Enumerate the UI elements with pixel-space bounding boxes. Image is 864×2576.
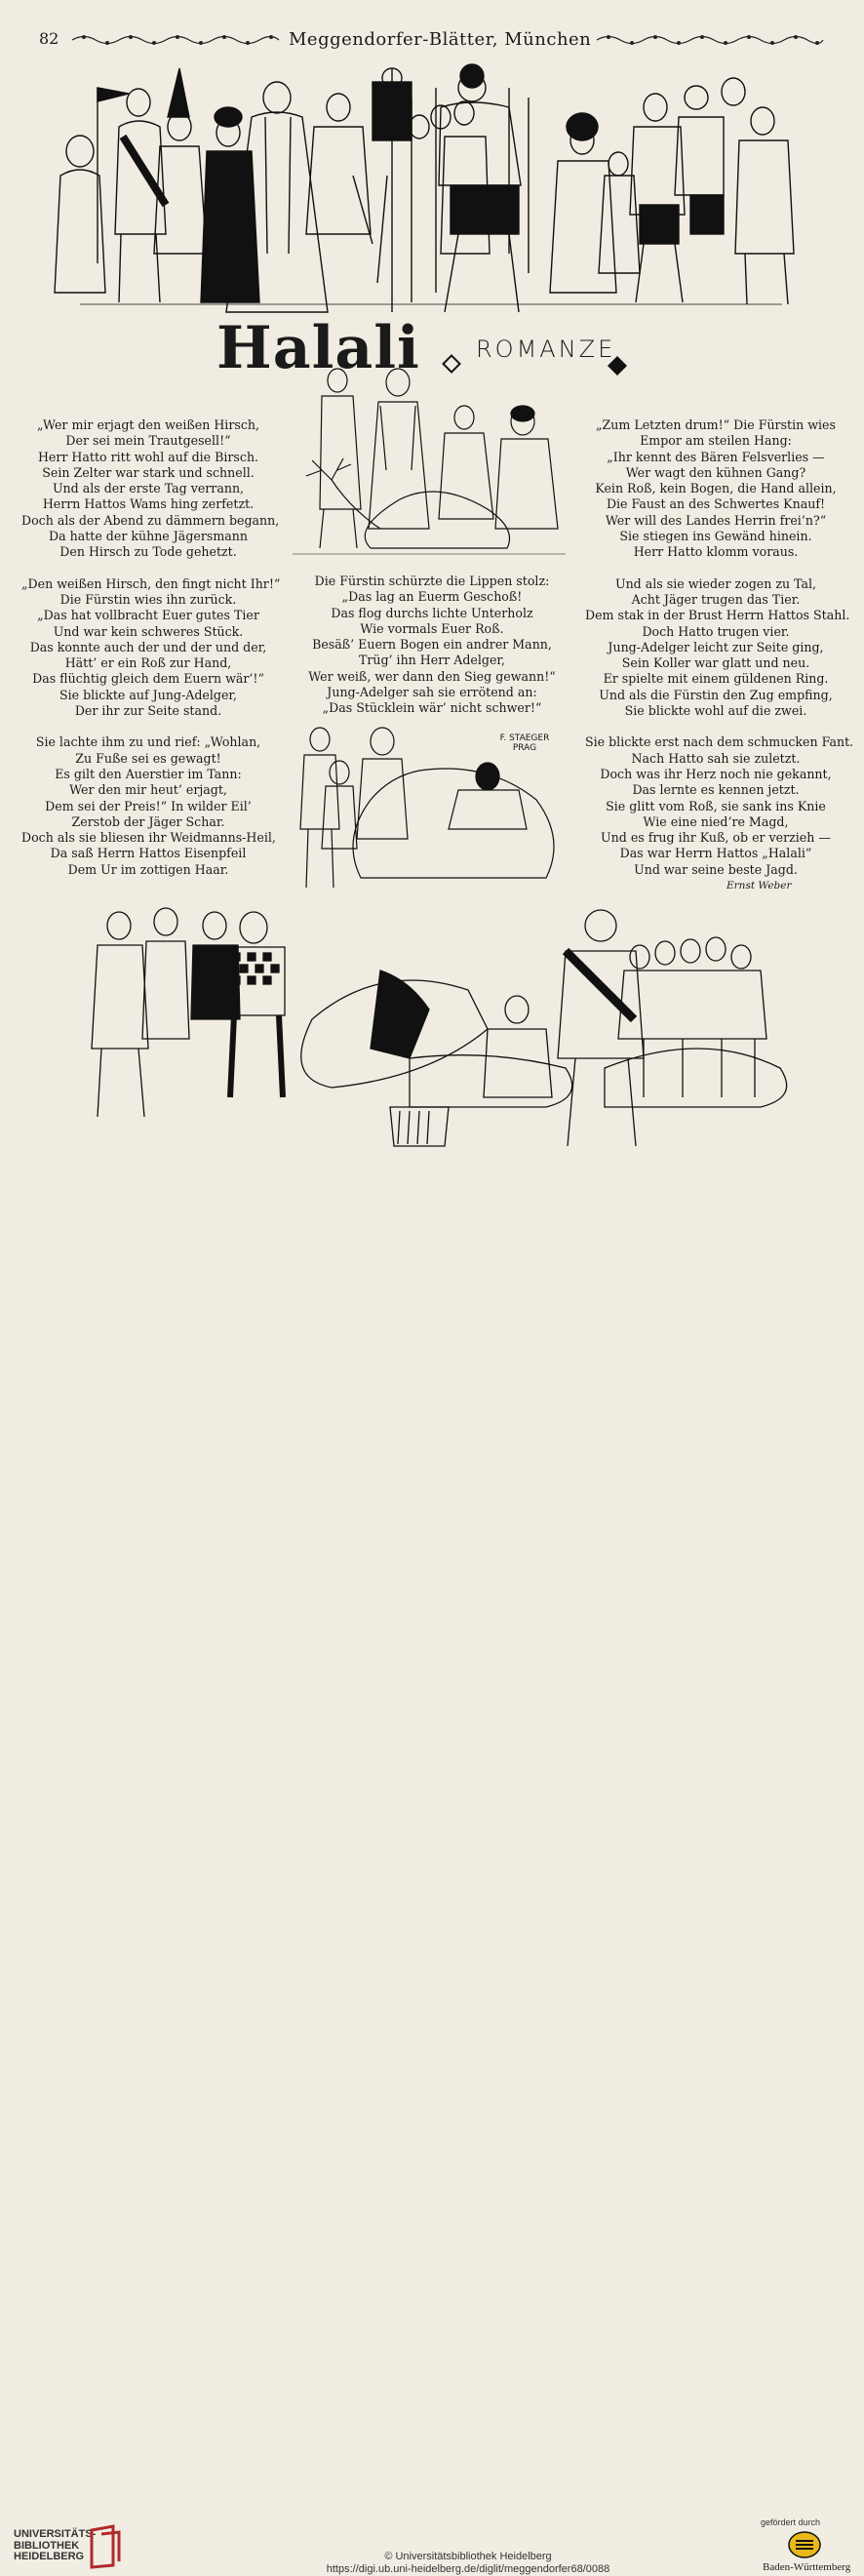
verse-line: Sie stiegen ins Gewänd hinein. xyxy=(619,529,812,544)
magazine-title: Meggendorfer-Blätter, München xyxy=(289,29,592,50)
verse-line: Wer den mir heut’ erjagt, xyxy=(69,782,227,798)
verse-line: Sie blickte auf Jung-Adelger, xyxy=(59,687,238,702)
verse-line: Das flog durchs lichte Unterholz xyxy=(331,605,533,620)
library-line: UNIVERSITÄTS- xyxy=(14,2528,97,2540)
funder-name: Baden-Württemberg xyxy=(763,2561,851,2573)
verse-line: Sein Koller war glatt und neu. xyxy=(621,655,810,671)
verse-line: „Das lag an Euerm Geschoß! xyxy=(341,589,523,605)
stanza xyxy=(21,734,275,878)
verse-line: Und als der erste Tag verrann, xyxy=(52,481,245,496)
verse-line: Die Fürstin schürzte die Lippen stolz: xyxy=(314,574,550,588)
verse-line: „Wer mir erjagt den weißen Hirsch, xyxy=(36,417,259,432)
verse-line: „Das Stücklein wär’ nicht schwer!“ xyxy=(322,700,542,716)
verse-line: „Das hat vollbracht Euer gutes Tier xyxy=(37,608,259,623)
verse-line: Trüg’ ihn Herr Adelger, xyxy=(358,653,506,668)
verse-line: Wer will des Landes Herrin frei’n?“ xyxy=(605,512,827,528)
library-line: HEIDELBERG xyxy=(14,2551,85,2562)
verse-line: Herr Hatto ritt wohl auf die Birsch. xyxy=(37,449,259,464)
stanza xyxy=(585,734,854,878)
ornament-right xyxy=(595,33,825,47)
poem-subtitle: ROMANZE xyxy=(476,336,616,363)
poem-title: Halali xyxy=(216,314,420,382)
bottom-scene-illustration xyxy=(59,902,819,1175)
library-logo-icon xyxy=(88,2524,123,2569)
verse-line: Das konnte auch der und der und der, xyxy=(29,639,267,654)
verse-line: Dem stak in der Brust Herrn Hattos Stahl. xyxy=(585,608,850,623)
verse-line: Zerstob der Jäger Schar. xyxy=(71,813,225,829)
verse-line: Und war seine beste Jagd. xyxy=(634,861,798,877)
verse-line: Jung-Adelger leicht zur Seite ging, xyxy=(608,639,824,654)
verse-line: Das war Herrn Hattos „Halali“ xyxy=(619,846,812,861)
funding-label: gefördert durch xyxy=(761,2517,821,2527)
library-line: BIBLIOTHEK xyxy=(14,2539,80,2552)
verse-line: Sie blickte erst nach dem schmucken Fant. xyxy=(585,734,854,750)
verse-line: Und es frug ihr Kuß, ob er verzieh — xyxy=(601,830,831,846)
verse-line: Doch Hatto trugen vier. xyxy=(642,623,790,639)
verse-line: „Den weißen Hirsch, den fingt nicht Ihr!“ xyxy=(21,575,281,591)
copyright-line: © Universitätsbibliothek Heidelberg xyxy=(384,2551,552,2562)
poem-column-right xyxy=(585,417,854,893)
stanza xyxy=(585,417,846,561)
verse-line: Der sei mein Trautgesell!“ xyxy=(65,433,231,449)
verse-line: Jung-Adelger sah sie errötend an: xyxy=(327,685,537,700)
verse-line: Kein Roß, kein Bogen, die Hand allein, xyxy=(595,481,837,496)
poem-column-left xyxy=(21,417,281,893)
verse-line: Das lernte es kennen jetzt. xyxy=(632,782,800,798)
verse-line: Doch als der Abend zu dämmern begann, xyxy=(21,512,280,528)
verse-line: Doch als sie bliesen ihr Weidmanns-Heil, xyxy=(21,830,276,846)
ornament-left xyxy=(70,33,281,47)
verse-line: Empor am steilen Hang: xyxy=(640,433,792,449)
verse-line: „Zum Letzten drum!“ Die Fürstin wies xyxy=(596,417,836,432)
verse-line: Das flüchtig gleich dem Euern wär’!“ xyxy=(32,671,264,687)
verse-line: Wer wagt den kühnen Gang? xyxy=(625,464,806,480)
verse-line: Sein Zelter war stark und schnell. xyxy=(42,464,255,480)
verse-line: Nach Hatto sah sie zuletzt. xyxy=(631,750,801,766)
verse-line: Und als sie wieder zogen zu Tal, xyxy=(614,575,817,591)
page-number: 82 xyxy=(39,29,59,48)
verse-line: Sie blickte wohl auf die zwei. xyxy=(624,703,807,719)
verse-line: Es gilt den Auerstier im Tann: xyxy=(55,766,242,781)
library-name xyxy=(14,2529,96,2563)
verse-line: Da hatte der kühne Jägersmann xyxy=(49,529,248,544)
verse-line: Sie glitt vom Roß, sie sank ins Knie xyxy=(606,798,826,813)
baden-wuerttemberg-crest-icon xyxy=(788,2531,821,2558)
verse-line: Da saß Herrn Hattos Eisenpfeil xyxy=(50,846,247,861)
scanned-page xyxy=(0,0,864,1256)
verse-line: Er spielte mit einem güldenen Ring. xyxy=(603,671,829,687)
poem-column-middle xyxy=(293,574,571,733)
verse-line: Dem sei der Preis!“ In wilder Eil’ xyxy=(45,798,252,813)
verse-line: Zu Fuße sei es gewagt! xyxy=(75,750,221,766)
verse-line: Sie lachte ihm zu und rief: „Wohlan, xyxy=(35,734,261,750)
stanza xyxy=(293,574,571,717)
illustrator-signature: F. STAEGER PRAG xyxy=(499,733,550,753)
verse-line: Und war kein schweres Stück. xyxy=(53,623,244,639)
verse-line: Dem Ur im zottigen Haar. xyxy=(67,861,229,877)
verse-line: Die Faust an des Schwertes Knauf! xyxy=(606,496,826,512)
stag-scene-illustration xyxy=(293,363,566,558)
verse-line: Wer weiß, wer dann den Sieg gewann!“ xyxy=(308,668,556,684)
top-procession-illustration xyxy=(51,59,811,322)
verse-line: Der ihr zur Seite stand. xyxy=(74,703,222,719)
author-signature: Ernst Weber xyxy=(727,880,792,892)
source-url-link[interactable]: https://digi.ub.uni-heidelberg.de/diglit/meggendorfer68/0088 xyxy=(326,2563,610,2575)
verse-line: Besäß’ Euern Bogen ein andrer Mann, xyxy=(312,637,552,653)
digitization-footer xyxy=(0,1256,864,2575)
verse-line: Und als die Fürstin den Zug empfing, xyxy=(599,687,833,702)
verse-line: Herr Hatto klomm voraus. xyxy=(633,544,799,560)
verse-line: Hätt’ er ein Roß zur Hand, xyxy=(64,655,232,671)
stanza xyxy=(21,417,280,561)
verse-line: Wie eine nied’re Magd, xyxy=(643,813,789,829)
stanza xyxy=(21,575,281,720)
verse-line: Acht Jäger trugen das Tier. xyxy=(631,591,801,607)
stanza xyxy=(585,575,850,720)
verse-line: Wie vormals Euer Roß. xyxy=(360,620,504,636)
verse-line: Die Fürstin wies ihn zurück. xyxy=(59,591,237,607)
verse-line: Herrn Hattos Wams hing zerfetzt. xyxy=(42,496,255,512)
verse-line: Den Hirsch zu Tode gehetzt. xyxy=(59,544,237,560)
verse-line: Doch was ihr Herz noch nie gekannt, xyxy=(600,766,832,781)
verse-line: „Ihr kennt des Bären Felsverlies — xyxy=(607,449,825,464)
copyright-notice xyxy=(283,2551,653,2576)
